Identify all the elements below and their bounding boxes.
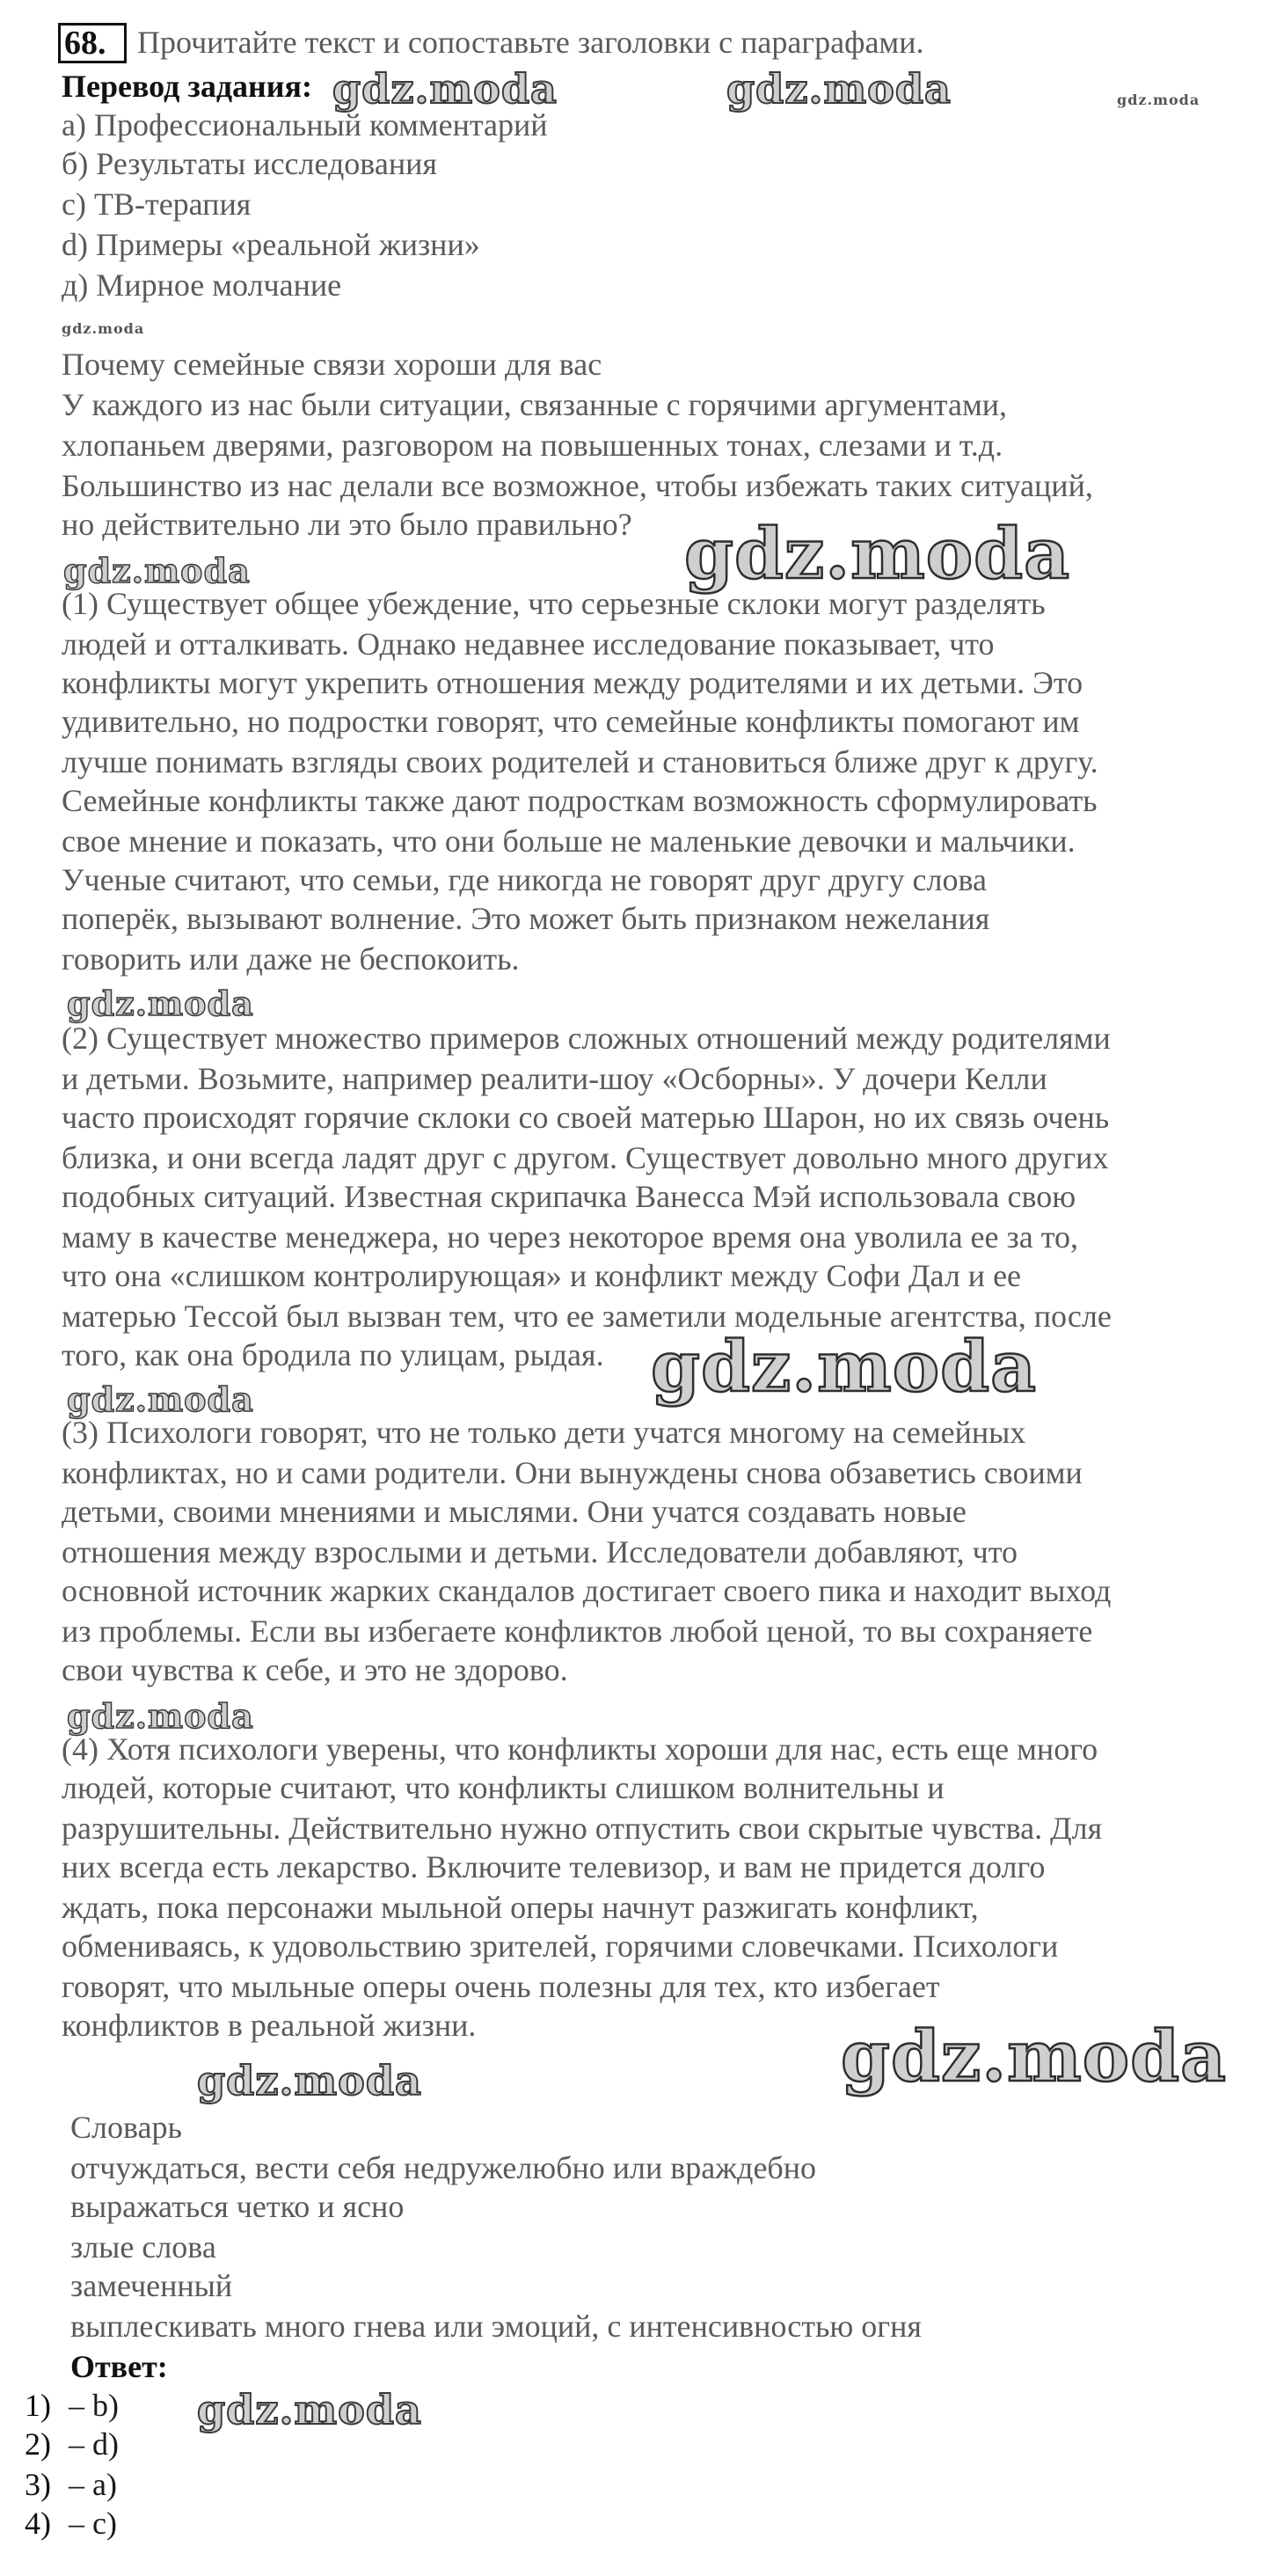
paragraph-1-line: удивительно, но подростки говорят, что семейные конфликты помогают им	[62, 704, 1080, 739]
answer-number: 2)	[25, 2426, 51, 2462]
vocabulary-item: замеченный	[70, 2268, 233, 2303]
paragraph-1-line: Семейные конфликты также дают подросткам возможность сформулировать	[62, 783, 1098, 818]
paragraph-3-line: детьми, своими мнениями и мыслями. Они учатся создавать новые	[62, 1494, 967, 1529]
paragraph-4-line: ждать, пока персонажи мыльной оперы начнут разжигать конфликт,	[62, 1890, 979, 1925]
paragraph-3-line: основной источник жарких скандалов достигает своего пика и находит выход	[62, 1573, 1112, 1608]
answer-value: – a)	[69, 2467, 117, 2502]
watermark: gdz.moda	[684, 512, 1070, 595]
answer-value: – d)	[69, 2426, 119, 2462]
vocabulary-item: выплескивать много гнева или эмоций, с интенсивностью огня	[70, 2309, 922, 2344]
paragraph-1-line: лучше понимать взгляды своих родителей и становиться ближе друг к другу.	[62, 744, 1098, 779]
paragraph-1-line: людей и отталкивать. Однако недавнее исследование показывает, что	[62, 626, 995, 662]
watermark: gdz.moda	[726, 65, 952, 113]
intro-line: хлопаньем дверями, разговором на повышенных тонах, слезами и т.д.	[62, 428, 1003, 463]
translation-label: Перевод задания:	[62, 69, 312, 104]
paragraph-2-line: (2) Существует множество примеров сложных отношений между родителями	[62, 1021, 1111, 1056]
watermark: gdz.moda	[197, 2386, 422, 2433]
watermark: gdz.moda	[332, 65, 558, 113]
vocabulary-item: злые слова	[70, 2229, 216, 2265]
vocabulary-item: отчуждаться, вести себя недружелюбно или враждебно	[70, 2150, 817, 2185]
paragraph-2-line: подобных ситуаций. Известная скрипачка Ванесса Мэй использовала свою	[62, 1179, 1076, 1214]
paragraph-4-line: них всегда есть лекарство. Включите телевизор, и вам не придется долго	[62, 1849, 1046, 1884]
paragraph-1-line: говорить или даже не беспокоить.	[62, 941, 520, 977]
watermark: gdz.moda	[62, 320, 145, 337]
paragraph-4-line: говорят, что мыльные оперы очень полезны для тех, кто избегает	[62, 1969, 940, 2004]
paragraph-4-line: обмениваясь, к удовольствию зрителей, горячими словечками. Психологи	[62, 1928, 1059, 1964]
paragraph-4-line: разрушительны. Действительно нужно отпустить свои скрытые чувства. Для	[62, 1811, 1103, 1846]
answer-number: 4)	[25, 2506, 51, 2541]
paragraph-4-line: людей, которые считают, что конфликты слишком волнительны и	[62, 1770, 945, 1805]
paragraph-2-line: матерью Тессой был вызван тем, что ее заметили модельные агентства, после	[62, 1299, 1112, 1334]
answer-value: – b)	[69, 2388, 119, 2423]
paragraph-3-line: отношения между взрослыми и детьми. Исследователи добавляют, что	[62, 1534, 1018, 1570]
paragraph-2-line: и детьми. Возьмите, например реалити-шоу «Осборны». У дочери Келли	[62, 1061, 1047, 1096]
paragraph-3-line: конфликтах, но и сами родители. Они вынуждены снова обзаветись своими	[62, 1455, 1083, 1490]
heading-b: б) Результаты исследования	[62, 146, 437, 181]
intro-line: Большинство из нас делали все возможное, чтобы избежать таких ситуаций,	[62, 468, 1093, 503]
intro-line: но действительно ли это было правильно?	[62, 507, 632, 542]
task-instruction: Прочитайте текст и сопоставьте заголовки с параграфами.	[137, 25, 924, 60]
watermark: gdz.moda	[651, 1325, 1037, 1408]
watermark: gdz.moda	[67, 984, 254, 1023]
paragraph-3-line: из проблемы. Если вы избегаете конфликтов любой ценой, то вы сохраняете	[62, 1614, 1093, 1649]
paragraph-2-line: что она «слишком контролирующая» и конфликт между Софи Дал и ее	[62, 1258, 1022, 1293]
watermark: gdz.moda	[197, 2057, 422, 2104]
paragraph-3-line: свои чувства к себе, и это не здорово.	[62, 1652, 568, 1687]
watermark: gdz.moda	[1117, 91, 1200, 108]
paragraph-2-line: того, как она бродила по улицам, рыдая.	[62, 1337, 604, 1372]
intro-line: У каждого из нас были ситуации, связанные с горячими аргументами,	[62, 387, 1007, 422]
paragraph-4-line: (4) Хотя психологи уверены, что конфликты хороши для нас, есть еще много	[62, 1731, 1098, 1767]
answer-value: – c)	[69, 2506, 117, 2541]
paragraph-4-line: конфликтов в реальной жизни.	[62, 2008, 477, 2043]
task-number: 68.	[58, 23, 127, 63]
intro-title: Почему семейные связи хороши для вас	[62, 347, 602, 382]
paragraph-2-line: часто происходят горячие склоки со своей матерью Шарон, но их связь очень	[62, 1100, 1110, 1135]
paragraph-1-line: поперёк, вызывают волнение. Это может быть признаком нежелания	[62, 901, 990, 936]
heading-a: а) Профессиональный комментарий	[62, 107, 548, 143]
heading-c: c) ТВ-терапия	[62, 187, 252, 222]
vocabulary-title: Словарь	[70, 2110, 182, 2145]
heading-e: д) Мирное молчание	[62, 267, 342, 303]
answer-number: 1)	[25, 2388, 51, 2423]
paragraph-1-line: Ученые считают, что семьи, где никогда не говорят друг другу слова	[62, 862, 987, 897]
paragraph-1-line: (1) Существует общее убеждение, что серьезные склоки могут разделять	[62, 586, 1046, 621]
watermark: gdz.moda	[841, 2015, 1227, 2097]
answer-label: Ответ:	[70, 2349, 168, 2384]
paragraph-3-line: (3) Психологи говорят, что не только дети учатся многому на семейных	[62, 1415, 1026, 1450]
vocabulary-item: выражаться четко и ясно	[70, 2189, 405, 2224]
paragraph-1-line: конфликты могут укрепить отношения между родителями и их детьми. Это	[62, 665, 1083, 700]
watermark: gdz.moda	[63, 551, 251, 590]
answer-number: 3)	[25, 2467, 51, 2502]
paragraph-2-line: близка, и они всегда ладят друг с другом. Существует довольно много других	[62, 1140, 1109, 1175]
paragraph-2-line: маму в качестве менеджера, но через некоторое время она уволила ее за то,	[62, 1219, 1078, 1255]
watermark: gdz.moda	[67, 1696, 254, 1736]
paragraph-1-line: свое мнение и показать, что они больше не маленькие девочки и мальчики.	[62, 823, 1076, 859]
heading-d: d) Примеры «реальной жизни»	[62, 227, 480, 262]
watermark: gdz.moda	[67, 1379, 254, 1419]
